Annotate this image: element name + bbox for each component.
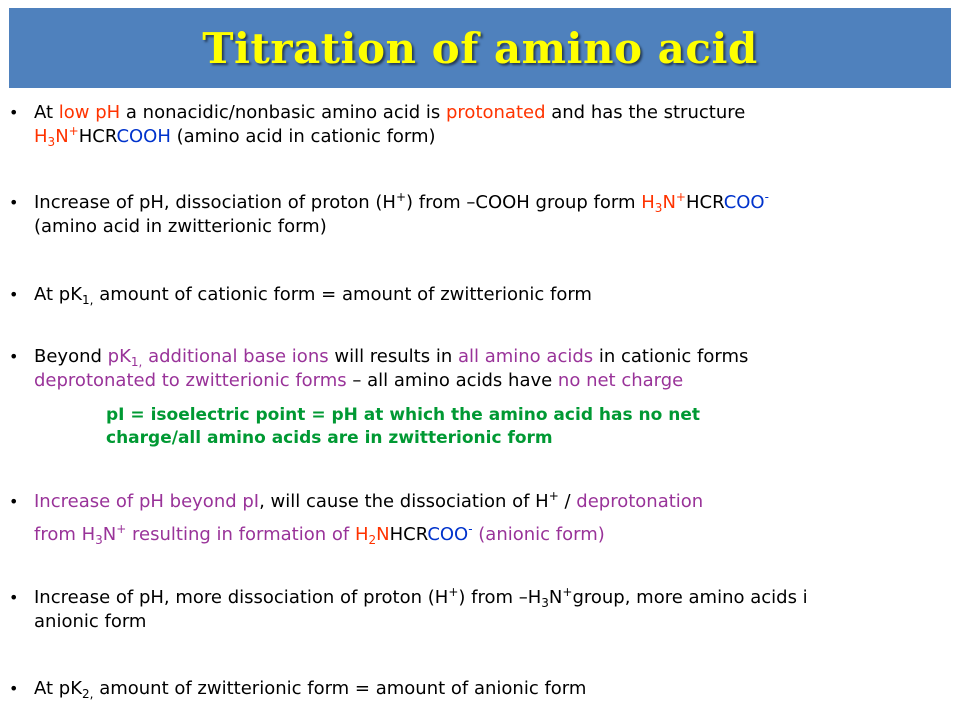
superscript: -: [764, 190, 769, 204]
superscript: +: [68, 124, 79, 138]
superscript: +: [395, 190, 407, 204]
superscript: -: [468, 522, 473, 536]
zwitterion-amine: [641, 192, 686, 213]
text: Increase of pH, dissociation of proton (H: [34, 192, 396, 213]
bullet-pk1: [34, 283, 960, 307]
text: – all amino acids have: [346, 370, 558, 391]
subscript: 3: [654, 201, 663, 215]
cation-structure: [34, 126, 79, 147]
text: N: [548, 587, 563, 608]
bullet-increase-ph: [34, 191, 960, 239]
text: At: [34, 102, 59, 123]
subscript: 2,: [82, 687, 94, 701]
superscript: +: [562, 585, 573, 599]
text: (amino acid in zwitterionic form): [34, 216, 327, 237]
subscript: 2: [368, 533, 377, 547]
text: resulting in formation of: [126, 524, 355, 545]
highlight-no-net-charge: no net charge: [557, 370, 684, 391]
text: pK: [107, 346, 131, 367]
text: Increase of pH, more dissociation of proton (H: [34, 587, 449, 608]
highlight-all-amino-acids: all amino acids: [457, 346, 594, 367]
text: N: [55, 126, 69, 147]
text: At pK: [34, 284, 83, 305]
bullet-pk2: [34, 677, 960, 701]
bullet-beyond-pk1: [34, 345, 960, 393]
subscript: 3: [541, 596, 549, 610]
text: N: [376, 524, 390, 545]
text: pI = isoelectric point = pH at which the amino acid has no net: [106, 405, 700, 425]
text: in cationic forms: [593, 346, 749, 367]
text: Beyond: [34, 346, 108, 367]
highlight-protonated: protonated: [446, 102, 546, 123]
text: will results in: [328, 346, 458, 367]
bullet-beyond-pi: [34, 490, 960, 514]
text: and has the structure: [545, 102, 746, 123]
text: COO: [427, 524, 469, 545]
text: /: [558, 491, 577, 512]
text: N: [102, 524, 117, 545]
text: H: [354, 524, 369, 545]
superscript: +: [448, 585, 459, 599]
zwitterion-carboxylate: [724, 192, 769, 213]
text: from H: [34, 524, 96, 545]
anion-carboxylate: [427, 524, 472, 545]
text: HCR: [78, 126, 117, 147]
highlight-beyond-pi: Increase of pH beyond pI: [34, 491, 260, 512]
subscript: 1,: [130, 355, 143, 369]
bullet-beyond-pi-continued: [34, 523, 605, 547]
text: amount of zwitterionic form = amount of anionic form: [93, 678, 587, 699]
highlight-low-ph: low pH: [58, 102, 121, 123]
highlight-deprotonation: deprotonation: [576, 491, 704, 512]
text: At pK: [34, 678, 83, 699]
text: H: [641, 192, 655, 213]
pi-definition: [106, 404, 700, 450]
bullet-more-dissociation: [34, 586, 960, 634]
text: charge/all amino acids are in zwitterionic form: [106, 428, 553, 448]
text: HCR: [685, 192, 724, 213]
text: (amino acid in cationic form): [170, 126, 436, 147]
superscript: +: [548, 489, 559, 503]
text: additional base ions: [142, 346, 329, 367]
highlight-pk1: [108, 346, 329, 367]
subscript: 1,: [82, 293, 94, 307]
text: ) from –COOH group form: [406, 192, 642, 213]
text: group, more amino acids i: [572, 587, 808, 608]
title-bar: [9, 8, 951, 88]
text: H: [34, 126, 48, 147]
subscript: 3: [95, 533, 103, 547]
text: a nonacidic/nonbasic amino acid is: [120, 102, 446, 123]
text: HCR: [389, 524, 428, 545]
bullet-low-ph: [34, 101, 960, 149]
subscript: 3: [47, 135, 56, 149]
text: , will cause the dissociation of H: [259, 491, 549, 512]
cooh-group: COOH: [116, 126, 171, 147]
text: COO: [723, 192, 765, 213]
slide-title: Titration of amino acid: [202, 24, 758, 73]
superscript: +: [675, 190, 686, 204]
text: amount of cationic form = amount of zwitterionic form: [93, 284, 592, 305]
text: anionic form: [34, 611, 147, 632]
superscript: +: [116, 522, 127, 536]
highlight-deprotonated: deprotonated to zwitterionic forms: [34, 370, 347, 391]
text: (anionic form): [472, 524, 605, 545]
anion-amine: [355, 524, 390, 545]
text: ) from –H: [458, 587, 542, 608]
text: N: [662, 192, 676, 213]
